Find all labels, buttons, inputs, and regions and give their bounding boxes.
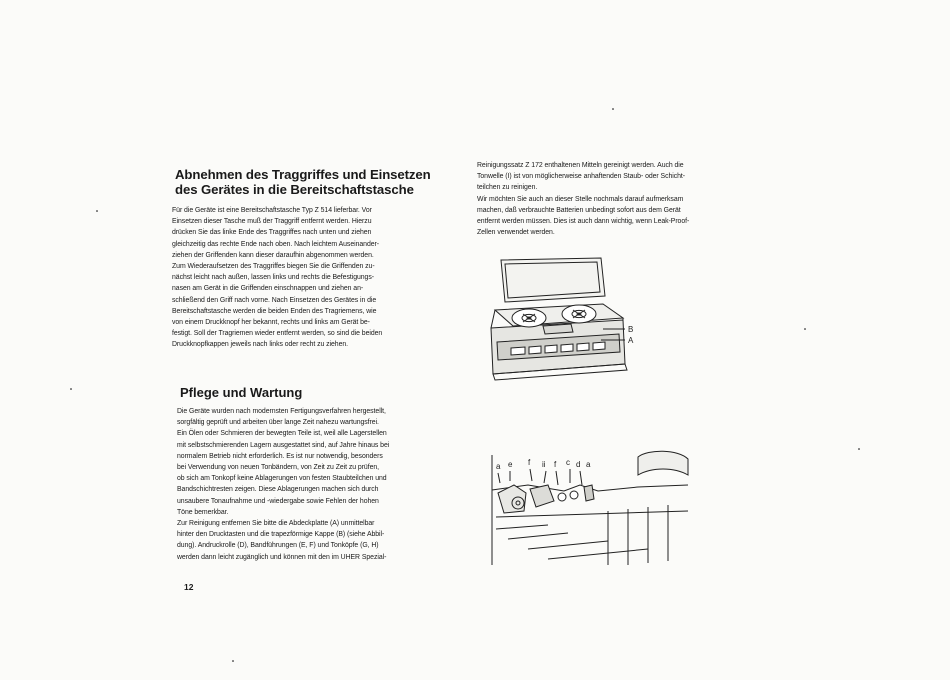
detail-label-6: d	[576, 460, 581, 469]
text-line: Reinigungssatz Z 172 enthaltenen Mitteln gereinigt werden. Auch die	[477, 162, 684, 169]
text-line: hinter den Drucktasten und die trapezförmige Kappe (B) (siehe Abbil-	[177, 531, 385, 539]
text-line: Bereitschaftstasche werden die beiden Enden des Tragriemens, wie	[172, 307, 377, 315]
text-line: Druckknopfkappen jeweils nach links oder recht zu ziehen.	[172, 341, 349, 349]
section-heading-care: Pflege und Wartung	[180, 385, 303, 400]
text-line: mit selbstschmierenden Lagern ausgestattet sind, auf Jahre hinaus bei	[177, 441, 390, 449]
text-line: nasen am Gerät in die Griffenden einschnappen und ziehen an-	[172, 285, 364, 293]
text-line: Wir möchten Sie auch an dieser Stelle nochmals darauf aufmerksam	[477, 195, 684, 203]
text-line: ob sich am Tonkopf keine Ablagerungen von festen Staubteilchen und	[177, 475, 387, 483]
detail-label-7: a	[586, 460, 591, 469]
text-line: von einem Druckknopf her bekannt, rechts und links am Gerät be-	[172, 319, 370, 327]
text-line: normalem Betrieb nicht erforderlich. Es ist nur notwendig, besonders	[177, 452, 383, 460]
tape-path-detail-illustration	[488, 445, 690, 570]
text-line: Töne bemerkbar.	[177, 508, 229, 516]
scan-speck	[804, 328, 806, 330]
right-column	[477, 160, 769, 238]
text-line: gleichzeitig das rechte Ende nach oben. Nach leichtem Auseinander-	[172, 240, 379, 248]
scan-speck	[858, 448, 860, 450]
detail-label-2: f	[528, 458, 531, 467]
text-line: Zellen verwendet werden.	[477, 229, 555, 237]
figure-label-a: A	[628, 336, 634, 345]
text-line: werden dann leicht zugänglich und können mit den im UHER Spezial-	[177, 553, 387, 561]
text-line: schließend den Griff nach vorne. Nach Einsetzen des Gerätes in die	[172, 296, 377, 304]
text-line: drücken Sie das linke Ende des Traggriffes nach unten und ziehen	[172, 229, 372, 237]
text-line: unsaubere Tonaufnahme und -wiedergabe sowie Fehlen der hohen	[177, 497, 379, 505]
scan-speck	[232, 660, 234, 662]
text-line: ziehen der Griffenden kann dieser daraufhin abgenommen werden.	[172, 251, 374, 259]
detail-label-4: f	[554, 460, 557, 469]
detail-label-5: c	[566, 458, 570, 467]
text-line: Bandschichtresten zeigen. Diese Ablagerungen machen sich durch	[177, 486, 379, 494]
heading-line-1: Abnehmen des Traggriffes und Einsetzen	[175, 167, 431, 182]
text-line: Ein Ölen oder Schmieren der bewegten Teile ist, weil alle Lagerstellen	[177, 430, 387, 438]
handle-paragraph	[172, 205, 470, 351]
text-line: teilchen zu reinigen.	[477, 184, 538, 192]
heading-line-2: des Gerätes in die Bereitschaftstasche	[175, 181, 414, 197]
text-line: Einsetzen dieser Tasche muß der Traggriff entfernt werden. Hierzu	[172, 218, 372, 226]
detail-label-3: ii	[542, 460, 546, 469]
text-line: Zur Reinigung entfernen Sie bitte die Abdeckplatte (A) unmittelbar	[177, 520, 375, 528]
care-paragraph	[177, 406, 472, 563]
tape-recorder-illustration	[483, 252, 653, 392]
text-line: Tonwelle (I) ist von möglicherweise anhaftenden Staub- oder Schicht-	[477, 173, 686, 181]
text-line: machen, daß verbrauchte Batterien unbedingt sofort aus dem Gerät	[477, 206, 681, 214]
page-number: 12	[184, 582, 194, 592]
scan-speck	[612, 108, 614, 110]
left-column	[172, 168, 470, 351]
text-line: festigt. Soll der Tragriemen wieder entfernt werden, so sind die beiden	[172, 330, 383, 338]
care-column	[177, 406, 472, 563]
text-line: Für die Geräte ist eine Bereitschaftstasche Typ Z 514 lieferbar. Vor	[172, 207, 372, 214]
text-line: nächst leicht nach außen, lassen links und rechts die Befestigungs-	[172, 274, 374, 282]
text-line: entfernt werden müssen. Dies ist auch dann wichtig, wenn Leak-Proof-	[477, 218, 690, 226]
text-line: bei Verwendung von neuen Tonbändern, von Zeit zu Zeit zu prüfen,	[177, 464, 380, 472]
scan-speck	[96, 210, 98, 212]
text-line: Zum Wiederaufsetzen des Traggriffes biegen Sie die Griffenden zu-	[172, 263, 375, 271]
text-line: sorgfältig geprüft und arbeiten über lange Zeit nahezu wartungsfrei.	[177, 419, 379, 427]
section-heading-handle	[175, 168, 470, 197]
text-line: Die Geräte wurden nach modernsten Fertigungsverfahren hergestellt,	[177, 408, 386, 415]
text-line: dung). Andruckrolle (D), Bandführungen (E, F) und Tonköpfe (G, H)	[177, 542, 379, 550]
detail-label-0: a	[496, 462, 501, 471]
cleaning-paragraph	[477, 160, 769, 238]
detail-label-1: e	[508, 460, 513, 469]
scan-speck	[70, 388, 72, 390]
figure-label-b: B	[628, 325, 634, 334]
